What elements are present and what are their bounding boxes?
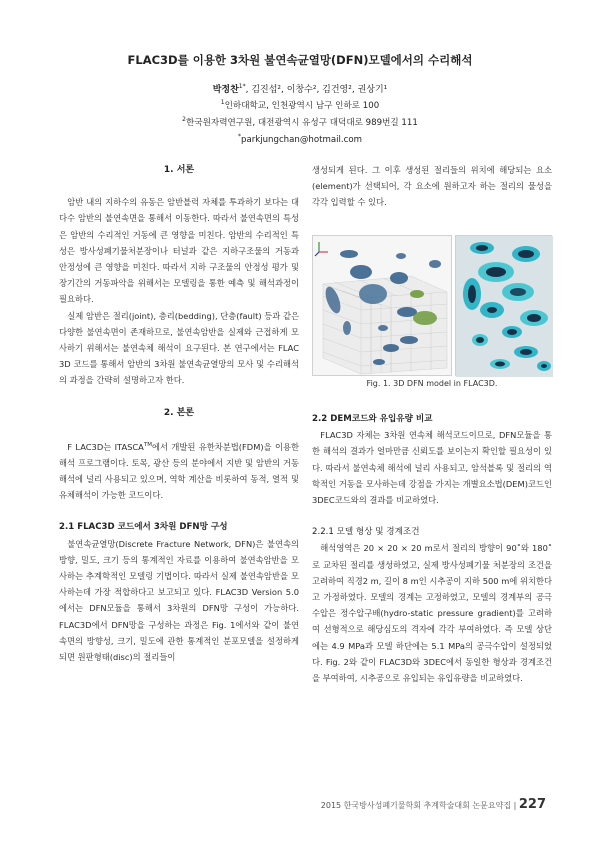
intro-paragraph-1: 암반 내의 지하수의 유동은 암반블럭 자체를 투과하기 보다는 대다수 암반의 불연속면을 통해서 이동한다. 따라서 불연속면의 특성은 암반의 수리적인 거동에 큰 영향을 미친다. 암반의 수리적인 특성은 방사성폐기물처분장이나 터널과 같은 지하구조물의 거동과 안정성에 큰 영향을 미친다. 따라서 지하 구조물의 안정성 평가 및 장기간의 거동파악을 위해서는 모델링을 통한 예측 및 해석과정이 필요하다. [59, 197, 299, 305]
dem-paragraph: FLAC3D 자체는 3차원 연속체 해석코드이므로, DFN모듈을 통한 해석의 결과가 얼마만큼 신뢰도를 보이는지 확인할 필요성이 있다. 따라서 불연속체 해석에 널리 사용되고, 암석블록 및 절리의 역학적인 거동을 모사하는데 강점을 가지는 개별요소법(DEM)코드인 3DEC코드와의 결과를 비교하였다. [312, 430, 552, 506]
affiliation-2 [0, 116, 600, 128]
continued-paragraph: 생성되게 된다. 그 이후 생성된 절리들의 위치에 해당되는 요소(element)가 선택되어, 각 요소에 원하고자 하는 절리의 물성을 각각 입력할 수 있다. [312, 165, 552, 208]
subsection-2-2-heading: 2.2 DEM코드와 유입유량 비교 [312, 414, 433, 424]
corresponding-author: 박정찬 [212, 85, 239, 95]
dfn-paragraph: 불연속균열망(Discrete Fracture Network, DFN)은 불연속의 방향, 밀도, 크기 등의 통계적인 자료를 이용하여 불연속암반을 모사하는 추계학적인 모델링 기법이다. 따라서 실제 불연속암반을 모사하는데 가장 적합하다고 보고되고 있다. FLAC3D Version 5.0에서는 DFN모듈을 통해서 3차원의 DFN망 구성이 가능하다. FLAC3D에서 DFN망을 구성하는 과정은 Fig. 1에서와 같이 불연속면의 방향성, 크기, 밀도에 관한 통계적인 분포모델을 설정하게 되면 원판형태(disc)의 절리들이 [59, 538, 299, 663]
subsection-2-2-1-heading: 2.2.1 모델 형상 및 경계조건 [312, 527, 420, 538]
dfn-contour-panel [455, 235, 552, 376]
affiliation-2-sup: 2 [182, 116, 186, 124]
subsection-2-1-heading: 2.1 FLAC3D 코드에서 3차원 DFN망 구성 [59, 522, 228, 533]
footer-text: 2015 한국방사성폐기물학회 추계학술대회 논문요약집 [320, 801, 512, 810]
tm-mark: TM [143, 441, 152, 448]
body-paragraph-flac [59, 437, 299, 504]
left-column [59, 162, 299, 665]
contact-email[interactable] [0, 133, 600, 145]
affiliation-1 [0, 99, 600, 111]
affiliation-1-text: 인하대학교, 인천광역시 남구 인하로 100 [224, 101, 380, 111]
affiliation-1-sup: 1 [220, 99, 225, 107]
model-paragraph: 해석영역은 20 × 20 × 20 m로서 절리의 방향이 90˚와 180˚로 교차된 절리를 생성하였고, 실제 방사성폐기물 처분장의 조건을 고려하여 직경2 m, 길이 8 m인 시추공이 지하 500 m에 위치한다고 가정하였다. 모델의 경계는 고정하였고, 모델의 경계부의 공극수압은 정수압구배(hydro-static pressure gradient)를 고려하여 선형적으로 해당심도의 격자에 각각 부여하였다. 즉 모델 상단에는 4.9 MPa과 모델 하단에는 5.1 MPa의 공극수압이 설정되었다. Fig. 2와 같이 FLAC3D와 3DEC에서 동일한 형상과 경계조건을 부여하여, 시추공으로 유입되는 유입유량을 비교하였다. [312, 543, 552, 684]
section-2-heading: 2. 본론 [163, 407, 195, 418]
page-number: 227 [518, 797, 546, 812]
dfn-mesh-image [313, 236, 453, 377]
intro-paragraph-2: 실제 암반은 절리(joint), 층리(bedding), 단층(fault) 등과 같은 다양한 불연속면이 존재하므로, 불연속암반을 실제와 근접하게 모사하기 위해서는 불연속체 해석이 요구된다. 본 연구에서는 FLAC 3D 코드를 통해서 암반의 3차원 불연속균열망의 모사 및 수리해석의 과정을 간략히 설명하고자 한다. [59, 310, 299, 386]
co-authors: , 김진섭², 이창수², 김건영², 권상기¹ [245, 85, 388, 95]
flac-text-a: F LAC3D는 ITASCA [67, 441, 144, 452]
email-text[interactable]: parkjungchan@hotmail.com [240, 134, 363, 145]
figure-1-caption: Fig. 1. 3D DFN model in FLAC3D. [366, 379, 498, 388]
email-sup: * [237, 133, 241, 140]
figure-1 [312, 235, 552, 376]
dfn-contour-image [456, 236, 553, 377]
right-column-bottom [312, 411, 552, 686]
affiliation-2-text: 한국원자력연구원, 대전광역시 유성구 대덕대로 989번길 111 [185, 118, 418, 128]
dfn-mesh-panel [312, 235, 452, 376]
author-list [0, 82, 600, 95]
paper-title: FLAC3D를 이용한 3차원 불연속균열망(DFN)모델에서의 수리해석 [127, 53, 473, 67]
section-1-heading: 1. 서론 [163, 165, 195, 175]
axis-triad-icon [315, 242, 328, 256]
flac-text-b: 에서 개발된 유한차분법(FDM)을 이용한 해석 프로그램이다. 토목, 광산 등의 분야에서 지반 및 암반의 거동 해석에 널리 사용되고 있으며, 역학 계산을 비롯하여 동적, 열적 및 유체해석이 가능한 코드이다. [59, 441, 299, 501]
right-column-top [312, 162, 552, 211]
author-sup: 1* [238, 83, 246, 90]
footer-separator: | [513, 801, 517, 810]
page-footer [321, 797, 546, 812]
